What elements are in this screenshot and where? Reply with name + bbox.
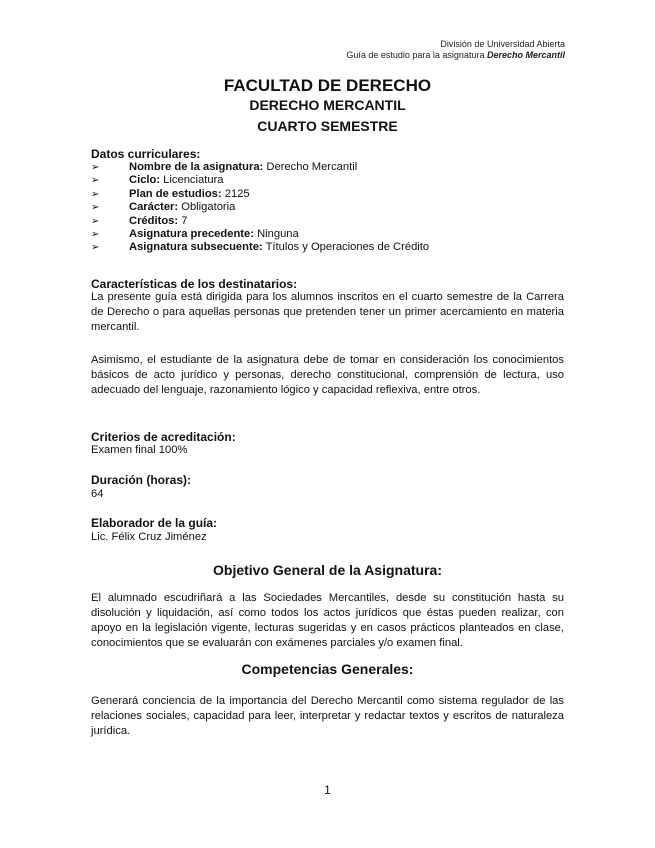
heading-competencias: Competencias Generales: (241, 661, 414, 677)
list-item (91, 174, 429, 187)
list-item (91, 201, 429, 214)
item-value: Derecho Mercantil (263, 161, 358, 173)
header-guide (346, 50, 565, 61)
item-value: Licenciatura (160, 174, 224, 187)
item-label: Asignatura precedente: (129, 227, 254, 240)
heading-datos-curriculares: Datos curriculares: (91, 147, 201, 161)
item-value: Obligatoria (178, 201, 236, 214)
arrow-bullet-icon: ➢ (91, 228, 100, 240)
list-item (91, 161, 429, 174)
destinatarios-paragraph-2: Asimismo, el estudiante de la asignatura debe de tomar en consideración los conocimientos básicos de acto jurídico y personas, derecho constitucional, comprensión de lectura, uso adecuado del lenguaje, razonamiento lógico y capacidad reflexiva, entre otros. (91, 354, 564, 396)
criterios-value: Examen final 100% (91, 444, 188, 456)
page-number: 1 (324, 783, 331, 797)
item-value: 2125 (221, 187, 250, 200)
item-value: 7 (178, 214, 188, 227)
datos-list (91, 161, 429, 255)
heading-duracion: Duración (horas): (91, 473, 192, 487)
item-value: Ninguna (253, 227, 299, 240)
arrow-bullet-icon: ➢ (91, 188, 100, 200)
item-label: Nombre de la asignatura: (129, 161, 264, 173)
item-label: Créditos: (129, 214, 179, 227)
arrow-bullet-icon: ➢ (91, 215, 100, 227)
header-guide-subject: Derecho Mercantil (486, 50, 565, 60)
list-item (91, 228, 429, 241)
heading-criterios: Criterios de acreditación: (91, 430, 236, 444)
title-subject: DERECHO MERCANTIL (249, 97, 406, 113)
objetivo-text: El alumnado escudriñará a las Sociedades Mercantiles, desde su constitución hasta su disolución y liquidación, así como todos los actos jurídicos que éstas pueden realizar, con apoyo en la legislación vigente, lecturas sugeridas y en casos prácticos planteados en clase, conocimientos que se evaluarán con exámenes parciales y/o examen final. (91, 592, 564, 649)
destinatarios-paragraph-1: La presente guía está dirigida para los alumnos inscritos en el cuarto semestre de la Carrera de Derecho o para aquellas personas que pretenden tener un primer acercamiento en materia mercantil. (91, 291, 564, 333)
item-label: Carácter: (129, 201, 179, 214)
arrow-bullet-icon: ➢ (91, 162, 100, 173)
duracion-value: 64 (91, 488, 104, 500)
arrow-bullet-icon: ➢ (91, 202, 100, 214)
header-guide-prefix: Guía de estudio para la asignatura (346, 50, 487, 60)
title-semester: CUARTO SEMESTRE (257, 118, 398, 134)
heading-elaborador: Elaborador de la guía: (91, 516, 218, 530)
header-division: División de Universidad Abierta (440, 39, 565, 49)
arrow-bullet-icon: ➢ (91, 242, 100, 254)
item-value: Títulos y Operaciones de Crédito (262, 241, 430, 254)
item-label: Plan de estudios: (129, 187, 222, 200)
heading-objetivo: Objetivo General de la Asignatura: (213, 562, 442, 578)
arrow-bullet-icon: ➢ (91, 175, 100, 187)
elaborador-value: Lic. Félix Cruz Jiménez (91, 531, 207, 543)
heading-destinatarios: Características de los destinatarios: (91, 277, 298, 291)
list-item (91, 215, 429, 228)
item-label: Asignatura subsecuente: (129, 241, 263, 254)
title-faculty: FACULTAD DE DERECHO (223, 76, 432, 95)
list-item (91, 188, 429, 201)
item-label: Ciclo: (129, 174, 161, 187)
competencias-text: Generará conciencia de la importancia del Derecho Mercantil como sistema regulador de las relaciones sociales, capacidad para leer, interpretar y redactar textos y escritos de naturaleza jurídica. (91, 695, 564, 737)
list-item (91, 241, 429, 254)
